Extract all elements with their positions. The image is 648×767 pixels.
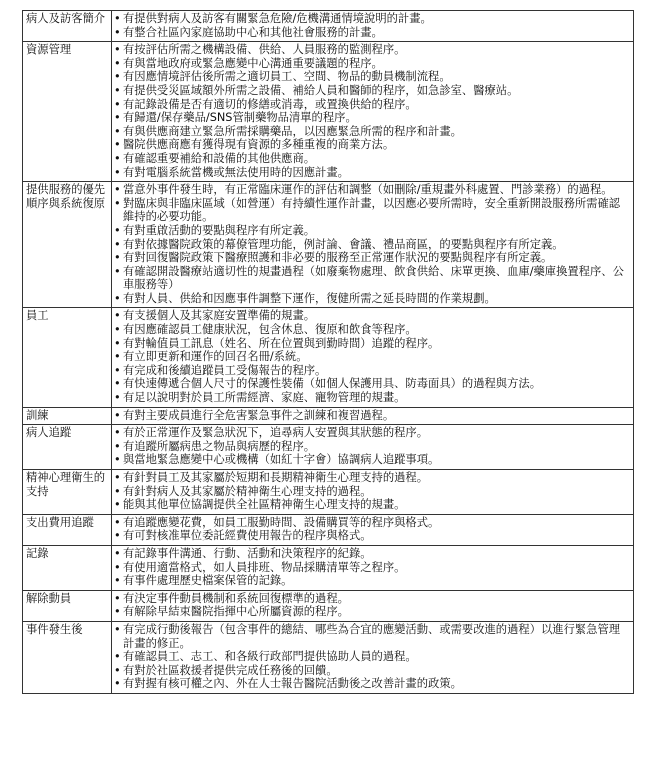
bullet-list <box>114 183 630 305</box>
list-item: • 有整合社區內家庭協助中心和其他社會服務的計畫。 <box>114 26 630 40</box>
category-cell: 病人追蹤 <box>23 425 112 470</box>
table-row <box>23 407 634 425</box>
list-item: • 有對主要成員進行全危害緊急事件之訓練和複習過程。 <box>114 409 630 423</box>
bullet-list <box>114 592 630 619</box>
table-row <box>23 42 634 182</box>
list-item: • 有與當地政府或緊急應變中心溝通重要議題的程序。 <box>114 57 630 71</box>
list-item: • 有確認重要補給和設備的其他供應商。 <box>114 152 630 166</box>
items-cell <box>112 590 634 621</box>
list-item: • 醫院供應商應有獲得現有資源的多種重複的商業方法。 <box>114 138 630 152</box>
table-body <box>23 11 634 694</box>
list-item: • 有可對核准單位委託經費使用報告的程序與格式。 <box>114 529 630 543</box>
list-item: • 有對重啟活動的要點與程序有所定義。 <box>114 224 630 238</box>
table-row <box>23 11 634 42</box>
items-cell <box>112 470 634 515</box>
list-item: • 有確認開設醫療站適切性的規畫過程（如廢棄物處理、飲食供給、床單更換、血庫/藥庫換置程序、公車服務等） <box>114 265 630 292</box>
bullet-list <box>114 43 630 179</box>
list-item: • 有針對員工及其家屬於短期和長期精神衛生心理支持的過程。 <box>114 471 630 485</box>
bullet-list <box>114 547 630 588</box>
list-item: • 有因應確認員工健康狀況，包含休息、復原和飲食等程序。 <box>114 323 630 337</box>
bullet-list <box>114 12 630 39</box>
items-cell <box>112 11 634 42</box>
list-item: • 有支援個人及其家庭安置準備的規畫。 <box>114 309 630 323</box>
bullet-list <box>114 623 630 691</box>
list-item: • 有足以說明對於員工所需經濟、家庭、寵物管理的規畫。 <box>114 391 630 405</box>
category-cell: 事件發生後 <box>23 621 112 693</box>
items-cell <box>112 514 634 545</box>
category-cell: 病人及訪客簡介 <box>23 11 112 42</box>
list-item: • 有對人員、供給和因應事件調整下運作，復健所需之延長時間的作業規劃。 <box>114 292 630 306</box>
items-cell <box>112 621 634 693</box>
table-row <box>23 425 634 470</box>
list-item: • 有事件處理歷史檔案保管的記錄。 <box>114 574 630 588</box>
list-item: • 有歸還/保存藥品/SNS管制藥物品清單的程序。 <box>114 111 630 125</box>
list-item: • 有對於社區救援者提供完成任務後的回饋。 <box>114 664 630 678</box>
checklist-table <box>22 10 634 694</box>
table-row <box>23 470 634 515</box>
bullet-list <box>114 309 630 404</box>
table-row <box>23 545 634 590</box>
items-cell <box>112 182 634 308</box>
list-item: • 有與供應商建立緊急所需採購藥品，以因應緊急所需的程序和計畫。 <box>114 125 630 139</box>
bullet-list <box>114 409 630 423</box>
table-row <box>23 308 634 407</box>
list-item: • 有對依據醫院政策的幕僚管理功能，例討論、會議、禮品商區，的要點與程序有所定義。 <box>114 238 630 252</box>
list-item: • 能與其他單位協調提供全社區精神衛生心理支持的規畫。 <box>114 498 630 512</box>
list-item: • 有完成行動後報告（包含事件的總結、哪些為合宜的應變活動、或需要改進的過程）以進行緊急管理計畫的修正。 <box>114 623 630 650</box>
items-cell <box>112 42 634 182</box>
list-item: • 有對握有核可權之內、外在人士報告醫院活動後之改善計畫的政策。 <box>114 677 630 691</box>
list-item: • 有按評估所需之機構設備、供給、人員服務的監測程序。 <box>114 43 630 57</box>
list-item: • 有因應情境評估後所需之適切員工、空間、物品的動員機制流程。 <box>114 70 630 84</box>
category-cell: 解除動員 <box>23 590 112 621</box>
list-item: • 有追蹤應變花費，如員工服勤時間、設備購買等的程序與格式。 <box>114 516 630 530</box>
category-cell: 訓練 <box>23 407 112 425</box>
list-item: • 有使用適當格式，如人員排班、物品採購清單等之程序。 <box>114 561 630 575</box>
list-item: • 有對回復醫院政策下醫療照護和非必要的服務至正常運作狀況的要點與程序有所定義。 <box>114 251 630 265</box>
category-cell: 提供服務的優先順序與系統復原 <box>23 182 112 308</box>
category-cell: 支出費用追蹤 <box>23 514 112 545</box>
category-cell: 員工 <box>23 308 112 407</box>
list-item: • 有記錄事件溝通、行動、活動和決策程序的紀錄。 <box>114 547 630 561</box>
table-row <box>23 182 634 308</box>
list-item: • 有追蹤所屬病患之物品與病歷的程序。 <box>114 440 630 454</box>
list-item: • 當意外事件發生時，有正常臨床運作的評估和調整（如刪除/重規畫外科處置、門診業務）的過程。 <box>114 183 630 197</box>
list-item: • 有完成和後續追蹤員工受傷報告的程序。 <box>114 364 630 378</box>
bullet-list <box>114 471 630 512</box>
list-item: • 有於正常運作及緊急狀況下，追尋病人安置與其狀態的程序。 <box>114 426 630 440</box>
table-row <box>23 514 634 545</box>
list-item: • 有對輪值員工訊息（姓名、所在位置與到勤時間）追蹤的程序。 <box>114 337 630 351</box>
table-row <box>23 590 634 621</box>
list-item: • 有提供受災區域額外所需之設備、補給人員和醫師的程序，如急診室、醫療站。 <box>114 84 630 98</box>
items-cell <box>112 425 634 470</box>
bullet-list <box>114 516 630 543</box>
category-cell: 記錄 <box>23 545 112 590</box>
list-item: • 有立即更新和運作的回召名冊/系統。 <box>114 350 630 364</box>
category-cell: 精神心理衛生的支持 <box>23 470 112 515</box>
list-item: • 有解除早結束醫院指揮中心所屬資源的程序。 <box>114 605 630 619</box>
list-item: • 與當地緊急應變中心或機構（如紅十字會）協調病人追蹤事項。 <box>114 453 630 467</box>
list-item: • 有確認員工、志工、和各級行政部門提供協助人員的過程。 <box>114 650 630 664</box>
items-cell <box>112 407 634 425</box>
list-item: • 有提供對病人及訪客有關緊急危險/危機溝通情境說明的計畫。 <box>114 12 630 26</box>
items-cell <box>112 545 634 590</box>
list-item: • 有對電腦系統當機或無法使用時的因應計畫。 <box>114 166 630 180</box>
list-item: • 有快速傳遞合個人尺寸的保護性裝備（如個人保護用具、防毒面具）的過程與方法。 <box>114 377 630 391</box>
list-item: • 對臨床與非臨床區域（如營運）有持續性運作計畫，以因應必要所需時，安全重新開設服務所需確認維持的必要功能。 <box>114 197 630 224</box>
list-item: • 有決定事件動員機制和系統回復標準的過程。 <box>114 592 630 606</box>
category-cell: 資源管理 <box>23 42 112 182</box>
list-item: • 有記錄設備是否有適切的修繕或消毒，或置換供給的程序。 <box>114 98 630 112</box>
list-item: • 有針對病人及其家屬於精神衛生心理支持的過程。 <box>114 485 630 499</box>
items-cell <box>112 308 634 407</box>
bullet-list <box>114 426 630 467</box>
table-row <box>23 621 634 693</box>
